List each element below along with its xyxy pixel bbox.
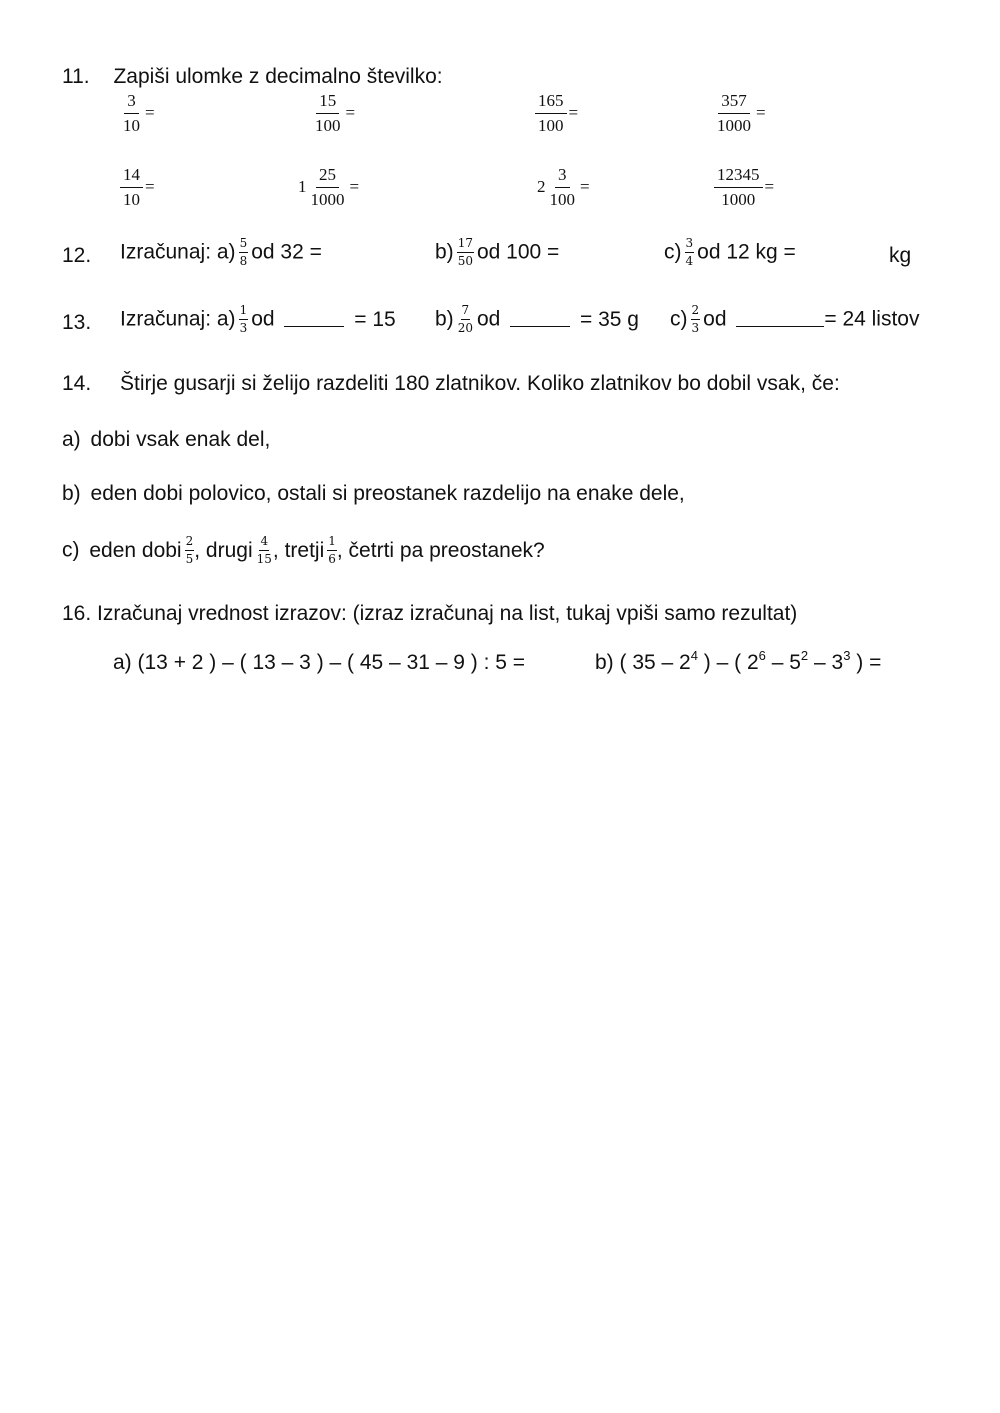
task-number: 12. <box>62 244 92 267</box>
task-number: 11. <box>62 65 90 88</box>
answer-blank <box>510 325 570 327</box>
task-13-part-a: Izračunaj: a) $\frac{1}{3}$ od = 15 <box>120 303 396 335</box>
fraction: $\frac{165}{100}$ <box>535 92 567 135</box>
task-14-part-c: c) eden dobi $\frac{2}{5}$ , drugi $\frac{4}{15}$ , tretji $\frac{1}{6}$ , četrti pa preostanek? <box>62 534 545 566</box>
task-13-part-c: c) $\frac{2}{3}$ od = 24 listov <box>670 303 920 335</box>
task-number: 13. <box>62 311 92 334</box>
fraction: $\frac{3}{4}$ <box>685 236 694 268</box>
task-13-part-b: b) $\frac{7}{20}$ od = 35 g <box>435 303 639 335</box>
fraction-item: $\frac{165}{100}$ = <box>535 92 578 135</box>
fraction: $\frac{357}{1000}$ <box>717 91 751 135</box>
fraction: $\frac{2}{5}$ <box>185 534 194 566</box>
fraction-item: $\frac{3}{10}$ = <box>120 92 155 135</box>
mixed-fraction-item: 1 $\frac{25}{1000}$ = <box>298 165 360 209</box>
answer-blank <box>284 325 344 327</box>
task-14-text: Štirje gusarji si želijo razdeliti 180 zlatnikov. Koliko zlatnikov bo dobil vsak, če: <box>120 372 840 395</box>
fraction-item: $\frac{14}{10}$ = <box>120 166 155 209</box>
task-16-expression-b: b) ( $35 - 2^4$ ) – ( $2^6 - 5^2 - 3^3$ ) = <box>595 648 882 674</box>
fraction: $\frac{5}{8}$ <box>239 236 248 268</box>
fraction: $\frac{7}{20}$ <box>457 303 473 335</box>
fraction: $\frac{4}{15}$ <box>256 534 272 566</box>
task-12-part-c: c) $\frac{3}{4}$ od 12 kg = <box>664 236 796 268</box>
fraction: $\frac{12345}{1000}$ <box>714 166 763 209</box>
task-14-part-a: a) dobi vsak enak del, <box>62 428 271 451</box>
fraction-item: $\frac{12345}{1000}$ = <box>714 166 774 209</box>
fraction: $\frac{17}{50}$ <box>457 236 473 268</box>
task-14-part-b: b) eden dobi polovico, ostali si preostanek razdelijo na enake dele, <box>62 482 685 505</box>
mixed-fraction-item: 2 $\frac{3}{100}$ = <box>537 165 590 209</box>
unit-label: kg <box>889 244 912 267</box>
task-12-part-a: Izračunaj: a) $\frac{5}{8}$ od 32 = <box>120 236 322 268</box>
task-11-heading <box>62 66 443 87</box>
task-11-title: Zapiši ulomke z decimalno številko: <box>113 65 443 88</box>
task-16-expression-a: a) (13 + 2 ) – ( 13 – 3 ) – ( 45 – 31 – 9 ) : 5 = <box>113 651 526 674</box>
fraction-item: $\frac{357}{1000}$ = <box>714 92 766 135</box>
fraction: $\frac{15}{100}$ <box>315 91 341 135</box>
task-number: 14. <box>62 372 92 395</box>
fraction: $\frac{1}{6}$ <box>328 534 336 566</box>
fraction: $\frac{3}{10}$ <box>123 91 140 135</box>
fraction: $\frac{1}{3}$ <box>239 303 248 335</box>
fraction: $\frac{14}{10}$ <box>120 166 143 209</box>
fraction: $\frac{2}{3}$ <box>691 303 700 335</box>
fraction-item: $\frac{15}{100}$ = <box>312 92 355 135</box>
task-12-part-b: b) $\frac{17}{50}$ od 100 = <box>435 236 560 268</box>
answer-blank <box>736 325 824 327</box>
task-16-title: 16. Izračunaj vrednost izrazov: (izraz izračunaj na list, tukaj vpiši samo rezultat) <box>62 602 798 625</box>
fraction: $\frac{3}{100}$ <box>549 165 575 209</box>
fraction: $\frac{25}{1000}$ <box>310 165 345 209</box>
